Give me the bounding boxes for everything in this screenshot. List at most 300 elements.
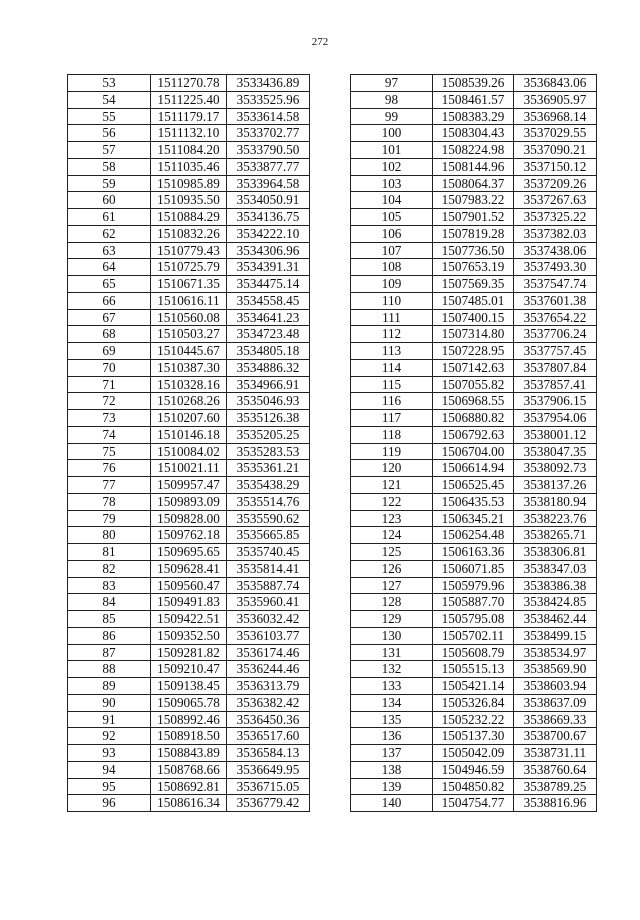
x-coordinate: 1509352.50 — [151, 627, 227, 644]
x-coordinate: 1506071.85 — [433, 560, 514, 577]
y-coordinate: 3538731.11 — [514, 745, 597, 762]
y-coordinate: 3537654.22 — [514, 309, 597, 326]
table-row — [351, 678, 597, 695]
table-row — [68, 326, 310, 343]
x-coordinate: 1507819.28 — [433, 225, 514, 242]
y-coordinate: 3534886.32 — [227, 359, 310, 376]
point-number: 57 — [68, 142, 151, 159]
point-number: 87 — [68, 644, 151, 661]
point-number: 53 — [68, 75, 151, 92]
x-coordinate: 1505887.70 — [433, 594, 514, 611]
x-coordinate: 1510832.26 — [151, 225, 227, 242]
point-number: 83 — [68, 577, 151, 594]
y-coordinate: 3535960.41 — [227, 594, 310, 611]
y-coordinate: 3538092.73 — [514, 460, 597, 477]
point-number: 105 — [351, 209, 433, 226]
y-coordinate: 3537090.21 — [514, 142, 597, 159]
x-coordinate: 1508768.66 — [151, 761, 227, 778]
y-coordinate: 3534391.31 — [227, 259, 310, 276]
y-coordinate: 3538347.03 — [514, 560, 597, 577]
table-row — [68, 309, 310, 326]
x-coordinate: 1507901.52 — [433, 209, 514, 226]
point-number: 116 — [351, 393, 433, 410]
point-number: 90 — [68, 694, 151, 711]
table-row — [351, 192, 597, 209]
point-number: 135 — [351, 711, 433, 728]
y-coordinate: 3536649.95 — [227, 761, 310, 778]
point-number: 128 — [351, 594, 433, 611]
y-coordinate: 3537906.15 — [514, 393, 597, 410]
table-row — [351, 761, 597, 778]
point-number: 98 — [351, 91, 433, 108]
point-number: 63 — [68, 242, 151, 259]
x-coordinate: 1510207.60 — [151, 410, 227, 427]
point-number: 104 — [351, 192, 433, 209]
x-coordinate: 1509210.47 — [151, 661, 227, 678]
table-row — [351, 75, 597, 92]
y-coordinate: 3536779.42 — [227, 795, 310, 812]
point-number: 79 — [68, 510, 151, 527]
table-row — [68, 795, 310, 812]
x-coordinate: 1508843.89 — [151, 745, 227, 762]
point-number: 99 — [351, 108, 433, 125]
x-coordinate: 1511035.46 — [151, 158, 227, 175]
table-row — [351, 493, 597, 510]
point-number: 86 — [68, 627, 151, 644]
point-number: 61 — [68, 209, 151, 226]
x-coordinate: 1504754.77 — [433, 795, 514, 812]
y-coordinate: 3536715.05 — [227, 778, 310, 795]
y-coordinate: 3537438.06 — [514, 242, 597, 259]
point-number: 106 — [351, 225, 433, 242]
table-row — [68, 728, 310, 745]
x-coordinate: 1508224.98 — [433, 142, 514, 159]
point-number: 117 — [351, 410, 433, 427]
y-coordinate: 3535283.53 — [227, 443, 310, 460]
point-number: 123 — [351, 510, 433, 527]
point-number: 136 — [351, 728, 433, 745]
point-number: 124 — [351, 527, 433, 544]
y-coordinate: 3538534.97 — [514, 644, 597, 661]
table-row — [68, 711, 310, 728]
table-row — [351, 795, 597, 812]
point-number: 91 — [68, 711, 151, 728]
y-coordinate: 3533436.89 — [227, 75, 310, 92]
table-row — [351, 460, 597, 477]
point-number: 139 — [351, 778, 433, 795]
x-coordinate: 1506163.36 — [433, 544, 514, 561]
x-coordinate: 1508064.37 — [433, 175, 514, 192]
point-number: 73 — [68, 410, 151, 427]
x-coordinate: 1505515.13 — [433, 661, 514, 678]
x-coordinate: 1508144.96 — [433, 158, 514, 175]
x-coordinate: 1505137.30 — [433, 728, 514, 745]
table-row — [68, 91, 310, 108]
point-number: 103 — [351, 175, 433, 192]
point-number: 101 — [351, 142, 433, 159]
table-row — [351, 627, 597, 644]
table-row — [68, 778, 310, 795]
y-coordinate: 3537029.55 — [514, 125, 597, 142]
table-row — [68, 443, 310, 460]
y-coordinate: 3534306.96 — [227, 242, 310, 259]
y-coordinate: 3538789.25 — [514, 778, 597, 795]
x-coordinate: 1507055.82 — [433, 376, 514, 393]
x-coordinate: 1506254.48 — [433, 527, 514, 544]
x-coordinate: 1509762.18 — [151, 527, 227, 544]
point-number: 68 — [68, 326, 151, 343]
x-coordinate: 1509893.09 — [151, 493, 227, 510]
table-row — [351, 259, 597, 276]
y-coordinate: 3537493.30 — [514, 259, 597, 276]
x-coordinate: 1507228.95 — [433, 343, 514, 360]
x-coordinate: 1509560.47 — [151, 577, 227, 594]
x-coordinate: 1505979.96 — [433, 577, 514, 594]
x-coordinate: 1510935.50 — [151, 192, 227, 209]
table-row — [351, 426, 597, 443]
x-coordinate: 1505421.14 — [433, 678, 514, 695]
table-row — [351, 309, 597, 326]
point-number: 122 — [351, 493, 433, 510]
table-row — [68, 192, 310, 209]
table-row — [68, 477, 310, 494]
point-number: 114 — [351, 359, 433, 376]
point-number: 95 — [68, 778, 151, 795]
y-coordinate: 3535814.41 — [227, 560, 310, 577]
x-coordinate: 1507569.35 — [433, 276, 514, 293]
table-row — [351, 527, 597, 544]
point-number: 70 — [68, 359, 151, 376]
table-row — [68, 393, 310, 410]
table-row — [68, 292, 310, 309]
x-coordinate: 1507400.15 — [433, 309, 514, 326]
table-row — [351, 694, 597, 711]
point-number: 67 — [68, 309, 151, 326]
point-number: 94 — [68, 761, 151, 778]
table-row — [351, 477, 597, 494]
table-row — [351, 125, 597, 142]
point-number: 129 — [351, 611, 433, 628]
y-coordinate: 3537954.06 — [514, 410, 597, 427]
x-coordinate: 1508992.46 — [151, 711, 227, 728]
y-coordinate: 3536382.42 — [227, 694, 310, 711]
y-coordinate: 3538386.38 — [514, 577, 597, 594]
point-number: 92 — [68, 728, 151, 745]
y-coordinate: 3534641.23 — [227, 309, 310, 326]
y-coordinate: 3536905.97 — [514, 91, 597, 108]
point-number: 60 — [68, 192, 151, 209]
x-coordinate: 1510084.02 — [151, 443, 227, 460]
coordinate-table-left — [67, 74, 310, 812]
x-coordinate: 1508539.26 — [433, 75, 514, 92]
y-coordinate: 3537857.41 — [514, 376, 597, 393]
table-row — [68, 460, 310, 477]
x-coordinate: 1510146.18 — [151, 426, 227, 443]
table-row — [68, 745, 310, 762]
table-row — [68, 225, 310, 242]
point-number: 119 — [351, 443, 433, 460]
point-number: 72 — [68, 393, 151, 410]
y-coordinate: 3537150.12 — [514, 158, 597, 175]
y-coordinate: 3535205.25 — [227, 426, 310, 443]
y-coordinate: 3535887.74 — [227, 577, 310, 594]
point-number: 97 — [351, 75, 433, 92]
y-coordinate: 3536968.14 — [514, 108, 597, 125]
point-number: 76 — [68, 460, 151, 477]
table-row — [351, 393, 597, 410]
x-coordinate: 1505608.79 — [433, 644, 514, 661]
x-coordinate: 1508383.29 — [433, 108, 514, 125]
table-row — [351, 91, 597, 108]
y-coordinate: 3536843.06 — [514, 75, 597, 92]
point-number: 126 — [351, 560, 433, 577]
table-row — [68, 761, 310, 778]
table-row — [351, 158, 597, 175]
y-coordinate: 3533614.58 — [227, 108, 310, 125]
table-row — [351, 225, 597, 242]
x-coordinate: 1510503.27 — [151, 326, 227, 343]
point-number: 125 — [351, 544, 433, 561]
y-coordinate: 3534805.18 — [227, 343, 310, 360]
x-coordinate: 1507736.50 — [433, 242, 514, 259]
point-number: 81 — [68, 544, 151, 561]
x-coordinate: 1509138.45 — [151, 678, 227, 695]
table-row — [68, 376, 310, 393]
y-coordinate: 3538306.81 — [514, 544, 597, 561]
point-number: 71 — [68, 376, 151, 393]
x-coordinate: 1506525.45 — [433, 477, 514, 494]
x-coordinate: 1509828.00 — [151, 510, 227, 527]
table-row — [68, 359, 310, 376]
table-row — [68, 242, 310, 259]
point-number: 108 — [351, 259, 433, 276]
y-coordinate: 3537209.26 — [514, 175, 597, 192]
y-coordinate: 3537757.45 — [514, 343, 597, 360]
point-number: 115 — [351, 376, 433, 393]
point-number: 121 — [351, 477, 433, 494]
y-coordinate: 3536032.42 — [227, 611, 310, 628]
y-coordinate: 3538137.26 — [514, 477, 597, 494]
x-coordinate: 1508461.57 — [433, 91, 514, 108]
point-number: 93 — [68, 745, 151, 762]
x-coordinate: 1510268.26 — [151, 393, 227, 410]
x-coordinate: 1507142.63 — [433, 359, 514, 376]
x-coordinate: 1504946.59 — [433, 761, 514, 778]
point-number: 77 — [68, 477, 151, 494]
x-coordinate: 1506704.00 — [433, 443, 514, 460]
y-coordinate: 3534558.45 — [227, 292, 310, 309]
table-row — [351, 745, 597, 762]
table-row — [68, 426, 310, 443]
point-number: 59 — [68, 175, 151, 192]
point-number: 69 — [68, 343, 151, 360]
y-coordinate: 3533525.96 — [227, 91, 310, 108]
table-row — [68, 259, 310, 276]
point-number: 138 — [351, 761, 433, 778]
x-coordinate: 1509695.65 — [151, 544, 227, 561]
y-coordinate: 3535126.38 — [227, 410, 310, 427]
y-coordinate: 3534966.91 — [227, 376, 310, 393]
table-row — [351, 644, 597, 661]
y-coordinate: 3534475.14 — [227, 276, 310, 293]
x-coordinate: 1505232.22 — [433, 711, 514, 728]
point-number: 127 — [351, 577, 433, 594]
table-row — [351, 292, 597, 309]
table-row — [351, 443, 597, 460]
y-coordinate: 3535514.76 — [227, 493, 310, 510]
y-coordinate: 3534723.48 — [227, 326, 310, 343]
table-row — [351, 778, 597, 795]
y-coordinate: 3538637.09 — [514, 694, 597, 711]
table-row — [68, 694, 310, 711]
table-row — [68, 560, 310, 577]
x-coordinate: 1509422.51 — [151, 611, 227, 628]
y-coordinate: 3538265.71 — [514, 527, 597, 544]
table-row — [351, 343, 597, 360]
table-row — [351, 560, 597, 577]
y-coordinate: 3538424.85 — [514, 594, 597, 611]
x-coordinate: 1511132.10 — [151, 125, 227, 142]
x-coordinate: 1510884.29 — [151, 209, 227, 226]
y-coordinate: 3534050.91 — [227, 192, 310, 209]
y-coordinate: 3534222.10 — [227, 225, 310, 242]
table-row — [68, 125, 310, 142]
point-number: 132 — [351, 661, 433, 678]
x-coordinate: 1511084.20 — [151, 142, 227, 159]
table-row — [68, 510, 310, 527]
point-number: 85 — [68, 611, 151, 628]
y-coordinate: 3536174.46 — [227, 644, 310, 661]
point-number: 89 — [68, 678, 151, 695]
point-number: 111 — [351, 309, 433, 326]
table-row — [351, 661, 597, 678]
y-coordinate: 3533877.77 — [227, 158, 310, 175]
table-row — [351, 611, 597, 628]
table-row — [351, 376, 597, 393]
y-coordinate: 3537267.63 — [514, 192, 597, 209]
table-row — [351, 108, 597, 125]
table-row — [351, 410, 597, 427]
point-number: 80 — [68, 527, 151, 544]
y-coordinate: 3536584.13 — [227, 745, 310, 762]
y-coordinate: 3538816.96 — [514, 795, 597, 812]
y-coordinate: 3538180.94 — [514, 493, 597, 510]
table-row — [68, 611, 310, 628]
point-number: 65 — [68, 276, 151, 293]
point-number: 96 — [68, 795, 151, 812]
point-number: 110 — [351, 292, 433, 309]
x-coordinate: 1509957.47 — [151, 477, 227, 494]
y-coordinate: 3538569.90 — [514, 661, 597, 678]
point-number: 134 — [351, 694, 433, 711]
y-coordinate: 3537382.03 — [514, 225, 597, 242]
x-coordinate: 1510779.43 — [151, 242, 227, 259]
x-coordinate: 1507653.19 — [433, 259, 514, 276]
x-coordinate: 1510560.08 — [151, 309, 227, 326]
x-coordinate: 1506968.55 — [433, 393, 514, 410]
table-row — [351, 728, 597, 745]
y-coordinate: 3538223.76 — [514, 510, 597, 527]
table-row — [68, 175, 310, 192]
y-coordinate: 3533702.77 — [227, 125, 310, 142]
y-coordinate: 3535740.45 — [227, 544, 310, 561]
x-coordinate: 1509491.83 — [151, 594, 227, 611]
x-coordinate: 1511225.40 — [151, 91, 227, 108]
point-number: 56 — [68, 125, 151, 142]
x-coordinate: 1506880.82 — [433, 410, 514, 427]
point-number: 137 — [351, 745, 433, 762]
table-row — [68, 158, 310, 175]
point-number: 131 — [351, 644, 433, 661]
point-number: 78 — [68, 493, 151, 510]
y-coordinate: 3537807.84 — [514, 359, 597, 376]
y-coordinate: 3533964.58 — [227, 175, 310, 192]
x-coordinate: 1506345.21 — [433, 510, 514, 527]
table-row — [351, 142, 597, 159]
x-coordinate: 1510387.30 — [151, 359, 227, 376]
table-row — [351, 711, 597, 728]
point-number: 107 — [351, 242, 433, 259]
table-row — [68, 644, 310, 661]
y-coordinate: 3538047.35 — [514, 443, 597, 460]
y-coordinate: 3536103.77 — [227, 627, 310, 644]
x-coordinate: 1507983.22 — [433, 192, 514, 209]
table-row — [68, 627, 310, 644]
table-row — [351, 242, 597, 259]
point-number: 74 — [68, 426, 151, 443]
y-coordinate: 3536450.36 — [227, 711, 310, 728]
y-coordinate: 3535046.93 — [227, 393, 310, 410]
coordinate-table-right — [350, 74, 597, 812]
x-coordinate: 1511179.17 — [151, 108, 227, 125]
x-coordinate: 1506614.94 — [433, 460, 514, 477]
table-row — [351, 577, 597, 594]
x-coordinate: 1510616.11 — [151, 292, 227, 309]
x-coordinate: 1507485.01 — [433, 292, 514, 309]
y-coordinate: 3538700.67 — [514, 728, 597, 745]
point-number: 130 — [351, 627, 433, 644]
point-number: 54 — [68, 91, 151, 108]
x-coordinate: 1505702.11 — [433, 627, 514, 644]
x-coordinate: 1508692.81 — [151, 778, 227, 795]
x-coordinate: 1510021.11 — [151, 460, 227, 477]
table-row — [68, 410, 310, 427]
x-coordinate: 1510671.35 — [151, 276, 227, 293]
point-number: 58 — [68, 158, 151, 175]
point-number: 140 — [351, 795, 433, 812]
table-row — [68, 209, 310, 226]
point-number: 64 — [68, 259, 151, 276]
point-number: 118 — [351, 426, 433, 443]
y-coordinate: 3538499.15 — [514, 627, 597, 644]
x-coordinate: 1509065.78 — [151, 694, 227, 711]
y-coordinate: 3537601.38 — [514, 292, 597, 309]
point-number: 113 — [351, 343, 433, 360]
point-number: 62 — [68, 225, 151, 242]
table-row — [68, 678, 310, 695]
point-number: 120 — [351, 460, 433, 477]
y-coordinate: 3535590.62 — [227, 510, 310, 527]
x-coordinate: 1508918.50 — [151, 728, 227, 745]
table-row — [351, 326, 597, 343]
y-coordinate: 3538669.33 — [514, 711, 597, 728]
table-row — [68, 276, 310, 293]
x-coordinate: 1510328.16 — [151, 376, 227, 393]
table-row — [351, 594, 597, 611]
page-number: 272 — [311, 36, 329, 48]
table-row — [68, 343, 310, 360]
x-coordinate: 1508304.43 — [433, 125, 514, 142]
